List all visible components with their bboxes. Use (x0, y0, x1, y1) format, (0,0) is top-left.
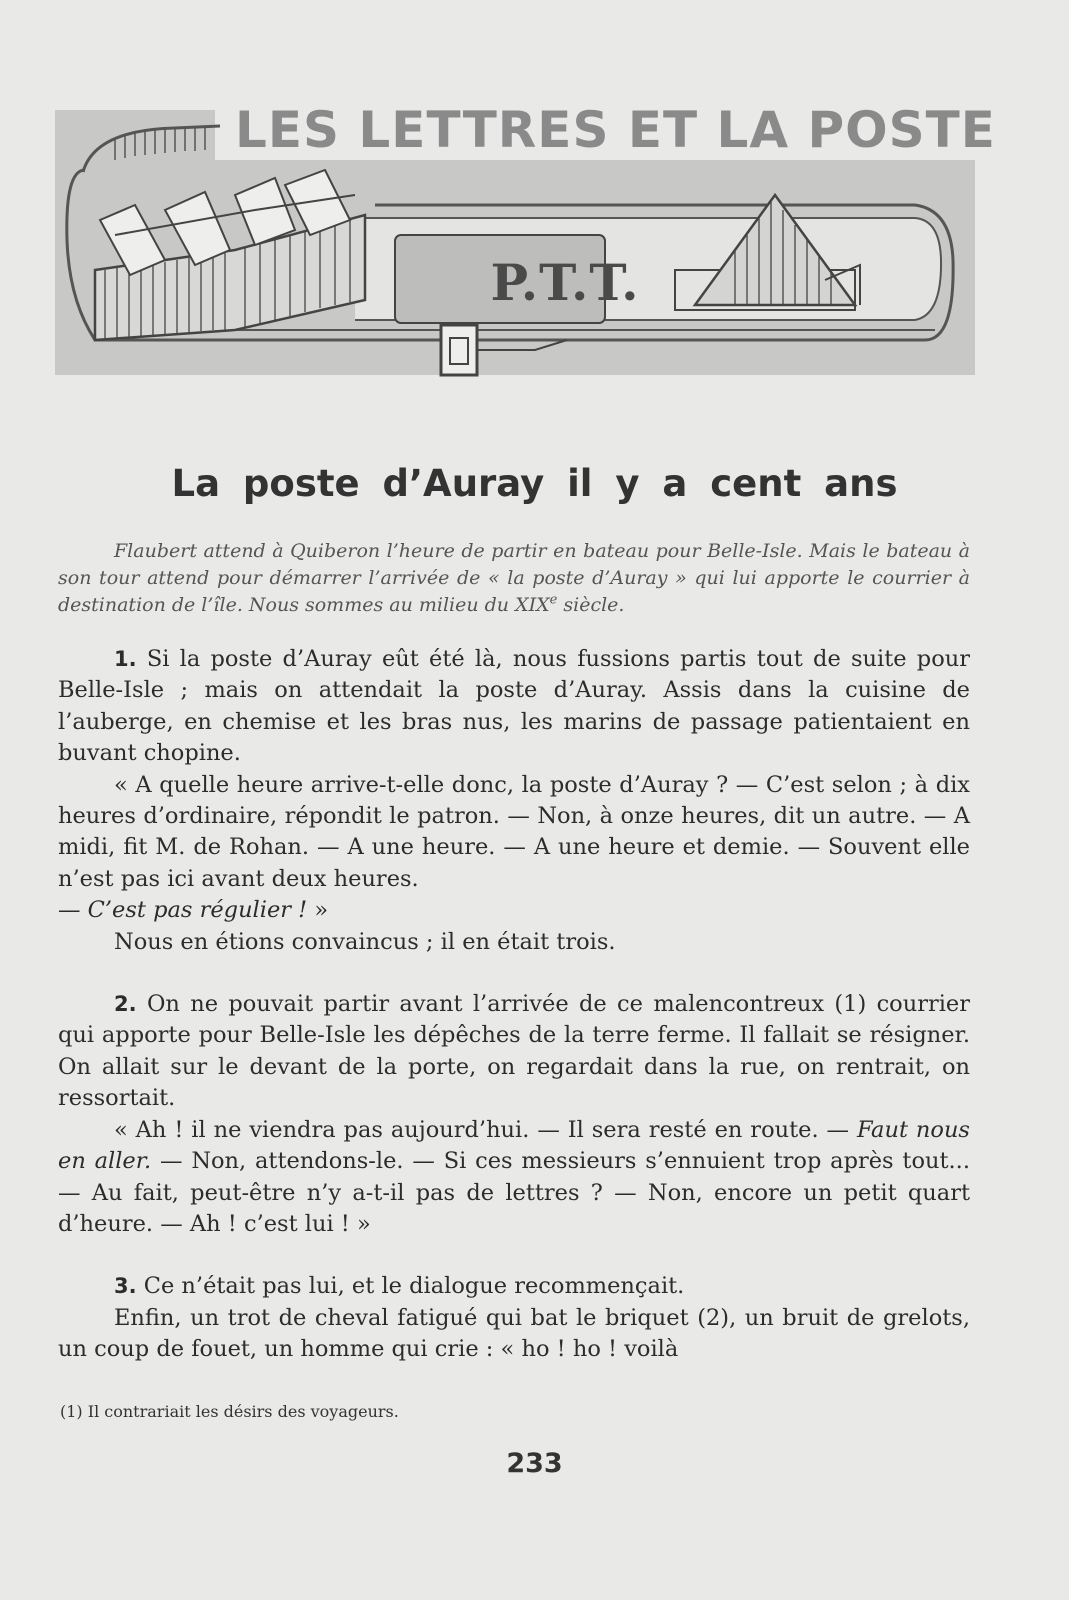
ptt-label: P.T.T. (490, 253, 640, 312)
section-3-paragraph-2 (58, 1303, 970, 1366)
paragraph-text: Ce n’était pas lui, et le dialogue recommençait. (136, 1273, 685, 1300)
italic-text: — C’est pas régulier ! (58, 897, 308, 924)
italic-text: Faut nous en aller. (58, 1116, 970, 1175)
paragraph-text: Si la poste d’Auray eût été là, nous fussions partis tout de suite pour Belle-Isle ; mais on attendait la poste d’Auray. Assis dans la cuisine de l’auberge, en chemise et les bras nus, les marins de passage patientaient en buvant chopine. (58, 646, 970, 767)
intro-text: Flaubert attend à Quiberon l’heure de partir en bateau pour Belle-Isle. Mais le bateau à son tour attend pour démarrer l’arrivée de « la poste d’Auray » qui lui apporte le courrier à destination de l’île. Nous sommes au milieu du (58, 540, 970, 616)
section-2-paragraph-1 (58, 989, 970, 1115)
lesson-title: La poste d’Auray il y a cent ans (171, 462, 898, 505)
paragraph-text: « Ah ! il ne viendra pas aujourd’hui. — Il sera resté en route. — (114, 1116, 850, 1143)
paragraph-text: Nous en étions convaincus ; il en était trois. (114, 928, 616, 955)
intro-century: XIX (515, 594, 550, 616)
footnote-ref: (1) (834, 991, 867, 1018)
section-1-paragraph-2 (58, 770, 970, 896)
paragraph-text: courrier qui apporte pour Belle-Isle les dépêches de la terre ferme. Il fallait se résigner. On allait sur le devant de la porte, on regardait dans la rue, on rentrait, on ressortait. (58, 991, 970, 1112)
section-1-paragraph-3 (58, 927, 970, 958)
paragraph-text: , un bruit de grelots, un coup de fouet, un homme qui crie : « ho ! ho ! voilà (58, 1304, 970, 1363)
intro-paragraph (58, 538, 970, 619)
section-2-paragraph-2 (58, 1115, 970, 1241)
paragraph-text: On ne pouvait partir avant l’arrivée de ce malencontreux (136, 991, 835, 1018)
main-text (58, 644, 970, 1366)
intro-text-end: siècle. (557, 594, 625, 616)
page-number: 233 (506, 1448, 563, 1479)
paragraph-text: » (307, 897, 329, 924)
section-number: 2. (114, 992, 137, 1017)
paragraph-text: — Non, attendons-le. — Si ces messieurs s’ennuient trop après tout... — Au fait, peut-être n’y a-t-il pas de lettres ? — Non, encore un petit quart d’heure. — Ah ! c’est lui ! » (58, 1148, 970, 1237)
footnote (60, 1400, 960, 1424)
footnote-marker: (1) (60, 1402, 83, 1421)
section-number: 3. (114, 1274, 137, 1299)
chapter-title: LES LETTRES ET LA POSTE (235, 101, 996, 159)
intro-century-sup: e (549, 592, 558, 608)
paragraph-text: « A quelle heure arrive-t-elle donc, la poste d’Auray ? — C’est selon ; à dix heures d’ordinaire, répondit le patron. — Non, à onze heures, dit un autre. — A midi, fit M. de Rohan. — A une heure. — A une heure et demie. — Souvent elle n’est pas ici avant deux heures. (58, 771, 970, 892)
section-1-italic-line (58, 895, 970, 926)
footnote-ref: (2) (697, 1304, 730, 1331)
chapter-banner (55, 100, 996, 385)
section-1-paragraph-1 (58, 644, 970, 770)
paragraph-text: Enfin, un trot de cheval fatigué qui bat le briquet (114, 1304, 698, 1331)
section-number: 1. (114, 647, 137, 671)
footnote-text: Il contrariait les désirs des voyageurs. (82, 1402, 399, 1421)
section-3-paragraph-1 (58, 1271, 970, 1302)
